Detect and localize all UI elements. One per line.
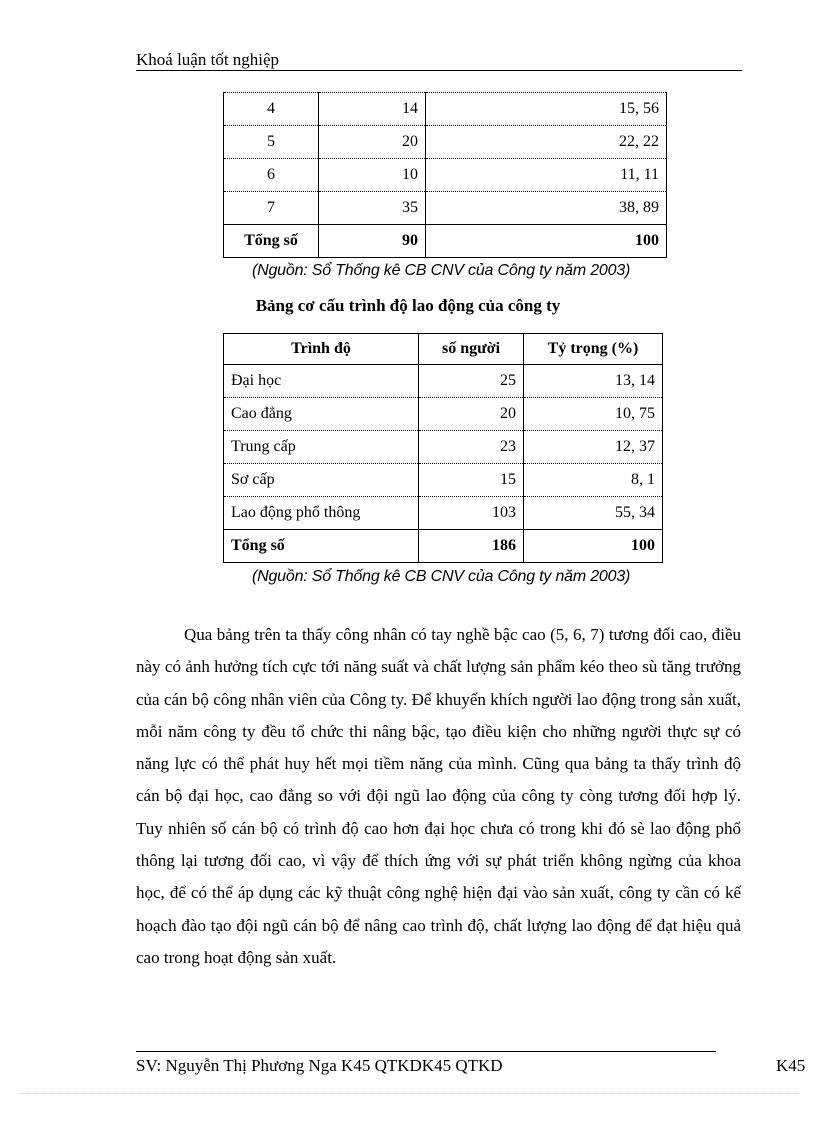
cell: Sơ cấp: [224, 464, 419, 497]
column-header: số người: [419, 334, 524, 365]
header-title: Khoá luận tốt nghiệp: [136, 50, 280, 69]
cell: 10: [319, 159, 426, 192]
total-row: [224, 225, 667, 258]
table-row: [224, 159, 667, 192]
table-row: [224, 464, 663, 497]
cell: 15: [419, 464, 524, 497]
cell: Tổng số: [224, 530, 419, 563]
table2-title: Bảng cơ cấu trình độ lao động của công ty: [255, 296, 561, 315]
cell: Lao động phổ thông: [224, 497, 419, 530]
cell: 22, 22: [426, 126, 667, 159]
cell: 7: [224, 192, 319, 225]
cell: 6: [224, 159, 319, 192]
cell: 11, 11: [426, 159, 667, 192]
cell: 20: [419, 398, 524, 431]
grade-table: [223, 92, 667, 258]
cell: 100: [524, 530, 663, 563]
page-bottom-divider: [20, 1093, 800, 1094]
table-row: [224, 126, 667, 159]
footer-author: SV: Nguyễn Thị Phương Nga K45 QTKDK45 QTKD: [136, 1056, 503, 1075]
footer-page-label: K45: [776, 1056, 806, 1075]
table2-source: (Nguồn: Sổ Thống kê CB CNV của Công ty năm 2003): [252, 568, 631, 585]
cell: 14: [319, 93, 426, 126]
cell: 8, 1: [524, 464, 663, 497]
cell: 20: [319, 126, 426, 159]
table-row: [224, 398, 663, 431]
cell: 100: [426, 225, 667, 258]
footer-rule: [136, 1051, 716, 1052]
table-row: [224, 192, 667, 225]
cell: 55, 34: [524, 497, 663, 530]
cell: 90: [319, 225, 426, 258]
cell: 38, 89: [426, 192, 667, 225]
cell: Tổng số: [224, 225, 319, 258]
cell: 23: [419, 431, 524, 464]
table-row: [224, 93, 667, 126]
body-paragraph: Qua bảng trên ta thấy công nhân có tay nghề bậc cao (5, 6, 7) tương đối cao, điều này có ảnh hưởng tích cực tới năng suất và chất lượng sản phẩm kéo theo sù tăng trưởng của cán bộ công nhân viên của Công ty. Để khuyến khích người lao động trong sản xuất, mỗi năm công ty đều tổ chức thi nâng bậc, tạo điều kiện cho những người thực sự có năng lực có thể phát huy hết mọi tiềm năng của mình. Cũng qua bảng ta thấy trình độ cán bộ đại học, cao đẳng so với đội ngũ lao động của công ty còng tương đối hợp lý. Tuy nhiên số cán bộ có trình độ cao hơn đại học chưa có trong khi đó sè lao động phổ thông lại tương đối cao, vì vậy để thích ứng với sự phát triển không ngừng của khoa học, để có thể áp dụng các kỹ thuật công nghệ hiện đại vào sản xuất, công ty cần có kế hoạch đào tạo đội ngũ cán bộ để nâng cao trình độ, chất lượng lao động để đạt hiệu quả cao trong hoạt động sản xuất.: [136, 625, 741, 967]
column-header: Tỷ trọng (%): [524, 334, 663, 365]
table1-source: (Nguồn: Sổ Thống kê CB CNV của Công ty năm 2003): [252, 262, 631, 279]
table-row: [224, 365, 663, 398]
cell: Đại học: [224, 365, 419, 398]
cell: 25: [419, 365, 524, 398]
table-row: [224, 431, 663, 464]
cell: 186: [419, 530, 524, 563]
cell: 35: [319, 192, 426, 225]
cell: Trung cấp: [224, 431, 419, 464]
cell: 12, 37: [524, 431, 663, 464]
cell: 5: [224, 126, 319, 159]
cell: 15, 56: [426, 93, 667, 126]
header-rule: [136, 70, 742, 71]
table-header-row: [224, 334, 663, 365]
table-row: [224, 497, 663, 530]
cell: 103: [419, 497, 524, 530]
cell: 10, 75: [524, 398, 663, 431]
column-header: Trình độ: [224, 334, 419, 365]
cell: Cao đẳng: [224, 398, 419, 431]
cell: 4: [224, 93, 319, 126]
cell: 13, 14: [524, 365, 663, 398]
education-table: [223, 333, 663, 563]
total-row: [224, 530, 663, 563]
